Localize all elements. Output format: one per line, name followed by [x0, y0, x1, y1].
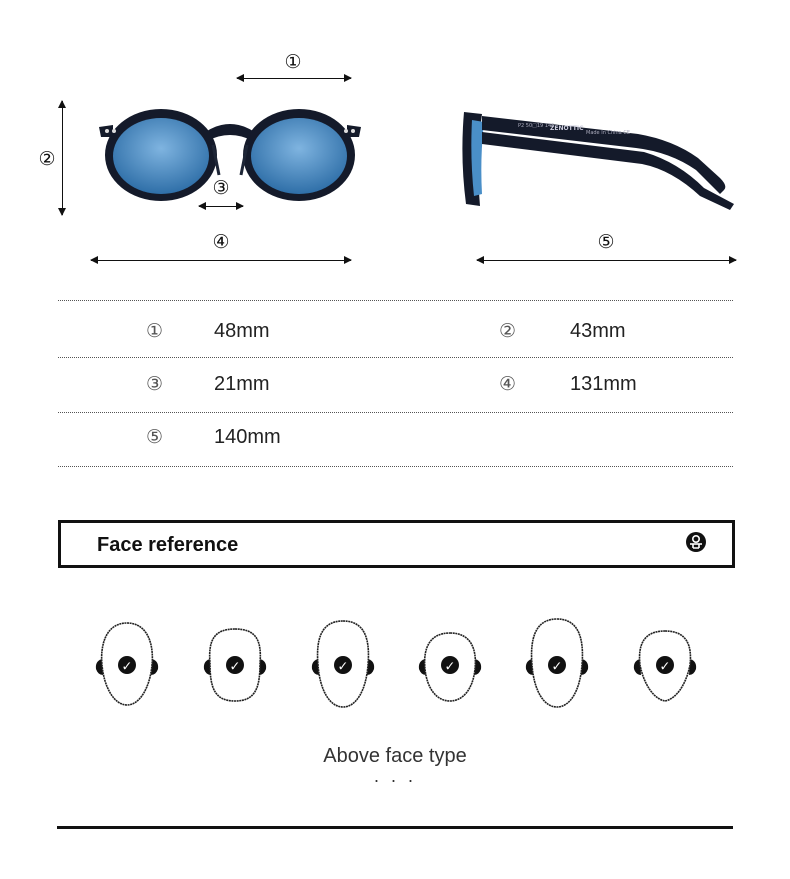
row-left-value: 140mm [214, 426, 281, 448]
row-right-value: 43mm [570, 320, 626, 342]
face-round [415, 615, 485, 710]
check-mark: ✓ [229, 659, 241, 675]
ellipsis: · · · [373, 770, 417, 790]
svg-text:P2 50□19 145: P2 50□19 145 [518, 123, 555, 129]
table-divider [58, 412, 733, 413]
face-reference-title: Face reference [97, 534, 239, 556]
row-left-value: 48mm [214, 320, 270, 342]
face-oblong [308, 615, 378, 710]
check-mark: ✓ [551, 659, 563, 675]
table-divider [58, 300, 733, 301]
lens-width-arrow [237, 78, 351, 79]
bridge-arrow [199, 206, 243, 207]
frame-width-arrow [91, 260, 351, 261]
row-right-value: 131mm [570, 373, 637, 395]
row-right-number: ② [499, 320, 517, 342]
temple-length-arrow [477, 260, 736, 261]
check-mark: ✓ [121, 659, 133, 675]
lens-height-arrow [62, 101, 63, 215]
row-left-number: ③ [146, 373, 164, 395]
temple-length-label: ⑤ [597, 231, 615, 253]
frame-width-label: ④ [212, 231, 230, 253]
glasses-side-view [458, 108, 740, 213]
face-icon [686, 532, 706, 552]
face-caption: Above face type [323, 745, 467, 767]
row-left-number: ① [146, 320, 164, 342]
lens-width-label: ① [284, 51, 302, 73]
face-heart [630, 615, 700, 710]
table-divider [58, 466, 733, 467]
bottom-divider [57, 826, 733, 829]
row-right-number: ④ [499, 373, 517, 395]
lens-height-label: ② [38, 148, 56, 170]
bridge-label: ③ [212, 177, 230, 199]
row-left-number: ⑤ [146, 426, 164, 448]
table-divider [58, 357, 733, 358]
face-reference-header [58, 520, 735, 568]
check-mark: ✓ [337, 659, 349, 675]
face-long [522, 615, 592, 710]
face-square [200, 615, 270, 710]
svg-text:Made In China CE: Made In China CE [586, 130, 630, 136]
row-left-value: 21mm [214, 373, 270, 395]
check-mark: ✓ [659, 659, 671, 675]
svg-text:ZENOTTIC: ZENOTTIC [550, 125, 584, 132]
check-mark: ✓ [444, 659, 456, 675]
face-oval [92, 615, 162, 710]
